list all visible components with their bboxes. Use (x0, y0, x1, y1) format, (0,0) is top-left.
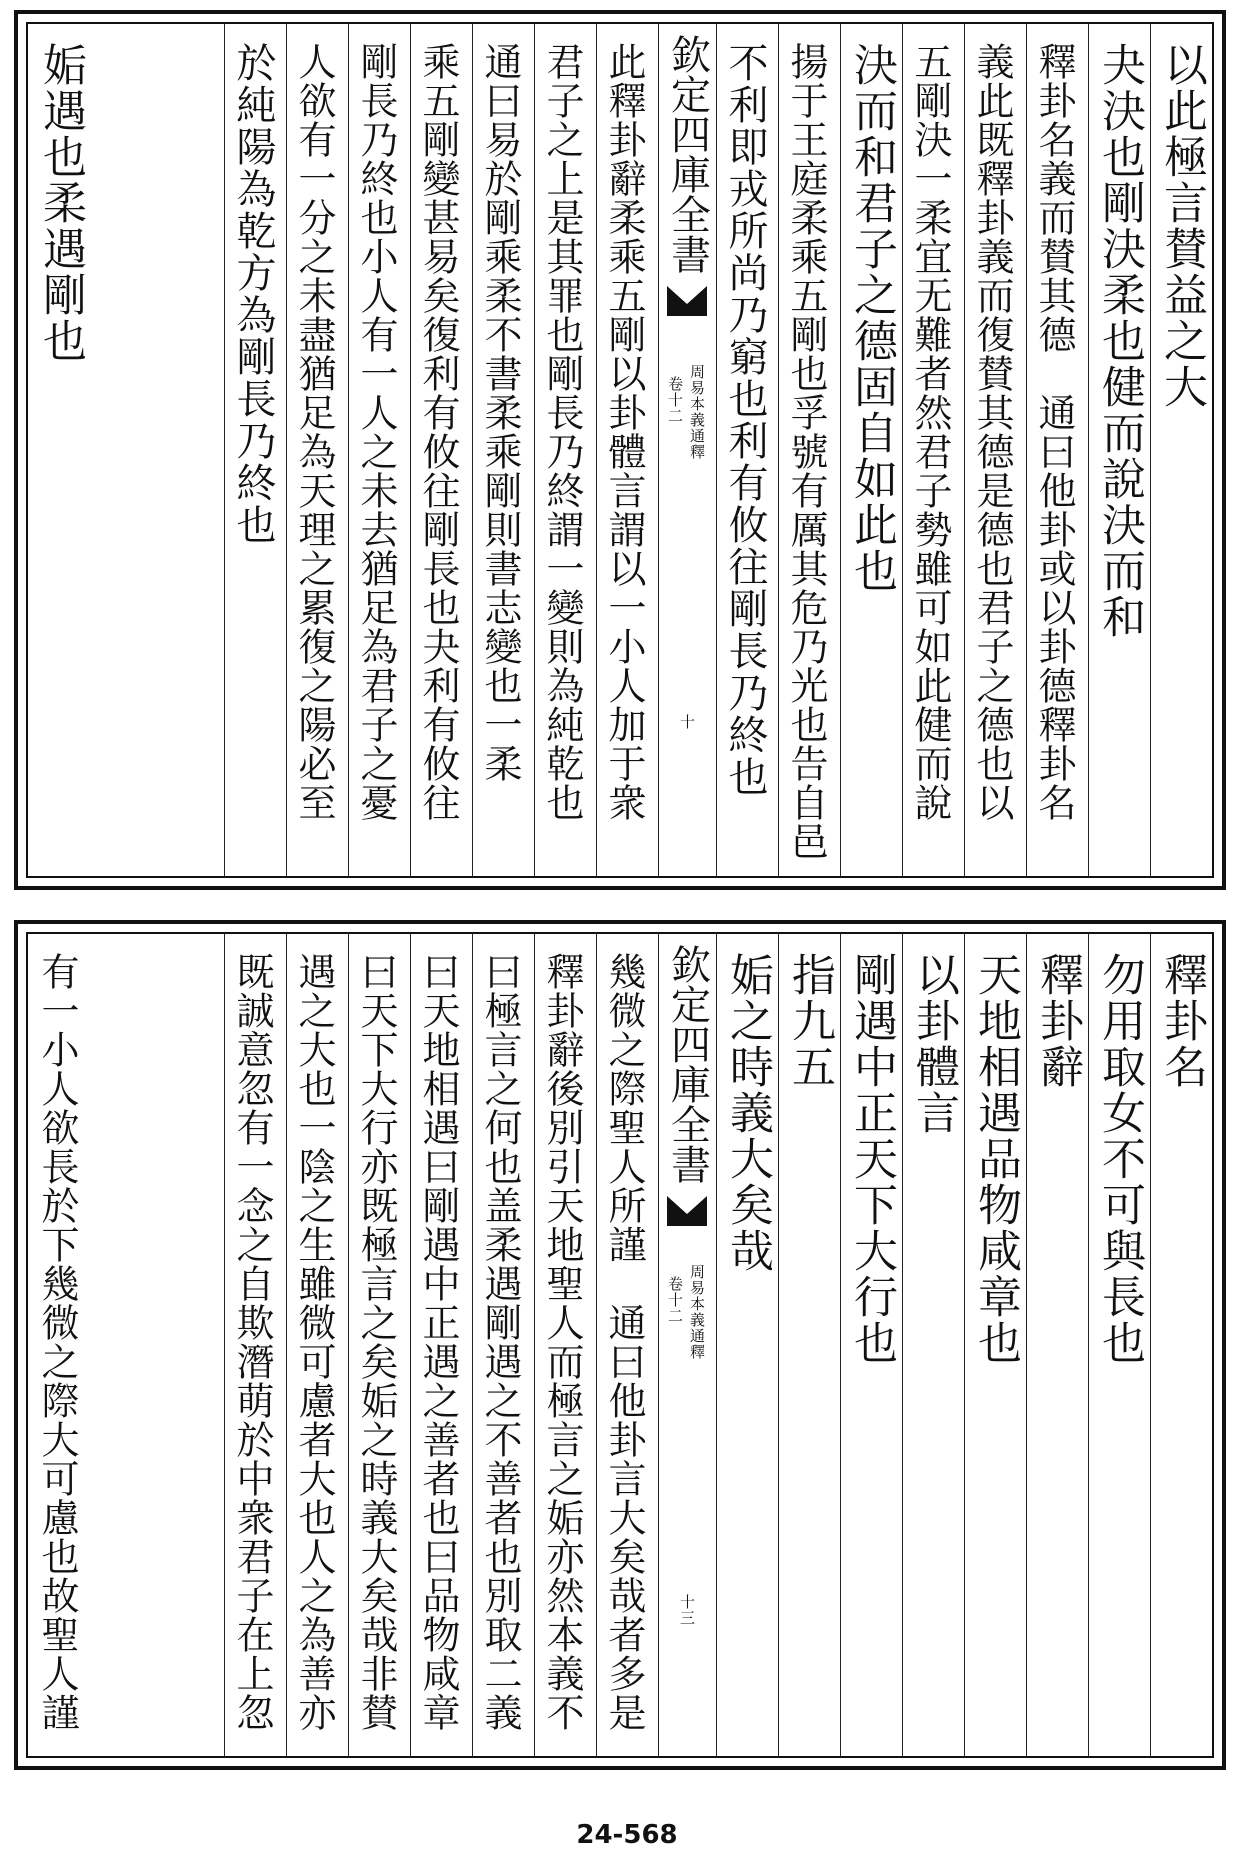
column-text: 勿用取女不可與長也 (1094, 952, 1145, 1366)
top-page-panel (14, 10, 1226, 890)
text-column (1088, 934, 1150, 1756)
text-column (778, 934, 840, 1756)
text-column (964, 934, 1026, 1756)
column-text: 乘五剛變甚易矣復利有攸往剛長也夬利有攸往 (416, 42, 460, 822)
gutter-title: 欽定四庫全書 (664, 944, 711, 1184)
column-text: 曰天下大行亦既極言之矣姤之時義大矣哉非賛 (354, 952, 398, 1732)
text-column (534, 24, 596, 876)
column-text: 釋卦辭後別引天地聖人而極言之姤亦然本義不 (540, 952, 584, 1732)
gutter-book-title: 周易本義通釋 (688, 1264, 706, 1360)
text-column (1150, 24, 1212, 876)
column-text: 遇之大也一陰之生雖微可慮者大也人之為善亦 (292, 952, 336, 1732)
column-text: 剛遇中正天下大行也 (846, 952, 897, 1366)
column-text: 揚于王庭柔乘五剛也孚號有厲其危乃光也告自邑 (784, 42, 828, 861)
gutter-volume: 卷十二 (666, 376, 684, 424)
column-text: 不利即戎所尚乃窮也利有攸往剛長乃終也 (722, 42, 768, 798)
column-text: 通曰易於剛乘柔不書柔乘剛則書志變也一柔 (478, 42, 522, 783)
page-number: 24-568 (576, 1820, 678, 1850)
center-gutter (658, 934, 716, 1756)
column-text: 釋卦名 (1156, 952, 1207, 1090)
text-column (410, 24, 472, 876)
gutter-volume: 卷十二 (666, 1276, 684, 1324)
bottom-page-columns (26, 932, 1214, 1758)
gutter-leaf-number: 十 (678, 714, 696, 730)
column-text: 釋卦辭 (1032, 952, 1083, 1090)
column-text: 此釋卦辭柔乘五剛以卦體言謂以一小人加于衆 (602, 42, 646, 822)
text-column (28, 24, 224, 876)
column-text: 指九五 (784, 952, 835, 1090)
gutter-book-title: 周易本義通釋 (688, 364, 706, 460)
column-text: 天地相遇品物咸章也 (970, 952, 1021, 1366)
fish-tail-mark-icon (667, 286, 707, 316)
gutter-leaf-number: 十三 (678, 1594, 696, 1626)
text-column (224, 934, 286, 1756)
column-text: 曰天地相遇曰剛遇中正遇之善者也曰品物咸章 (416, 952, 460, 1732)
column-text: 姤遇也柔遇剛也 (35, 42, 86, 364)
column-text: 既誠意忽有一念之自欺潛萌於中衆君子在上忽 (230, 952, 274, 1732)
text-column (286, 24, 348, 876)
column-text: 有一小人欲長於下幾微之際大可慮也故聖人謹 (35, 952, 79, 1732)
column-text: 以此極言賛益之大 (1156, 42, 1207, 410)
center-gutter (658, 24, 716, 876)
column-text: 曰極言之何也盖柔遇剛遇之不善者也別取二義 (478, 952, 522, 1732)
column-text: 君子之上是其罪也剛長乃終謂一變則為純乾也 (540, 42, 584, 822)
text-column (224, 24, 286, 876)
text-column (472, 934, 534, 1756)
text-column (1088, 24, 1150, 876)
text-column (902, 934, 964, 1756)
fish-tail-mark-icon (667, 1196, 707, 1226)
column-text: 義此既釋卦義而復賛其德是德也君子之德也以 (970, 42, 1014, 822)
column-text: 五剛決一柔宜无難者然君子勢雖可如此健而說 (908, 42, 952, 822)
column-text: 釋卦名義而賛其德 通曰他卦或以卦德釋卦名 (1032, 42, 1076, 822)
text-column (716, 934, 778, 1756)
column-text: 夬決也剛決柔也健而說決而和 (1094, 42, 1145, 640)
column-text: 剛長乃終也小人有一人之未去猶足為君子之憂 (354, 42, 398, 822)
column-text: 人欲有一分之未盡猶足為天理之累復之陽必至 (292, 42, 336, 822)
text-column (596, 24, 658, 876)
bottom-page-panel (14, 920, 1226, 1770)
text-column (534, 934, 596, 1756)
column-text: 決而和君子之德固自如此也 (846, 42, 897, 594)
text-column (1026, 934, 1088, 1756)
text-column (348, 934, 410, 1756)
text-column (778, 24, 840, 876)
column-text: 姤之時義大矣哉 (722, 952, 773, 1274)
text-column (964, 24, 1026, 876)
column-text: 於純陽為乾方為剛長乃終也 (230, 42, 276, 546)
text-column (596, 934, 658, 1756)
text-column (472, 24, 534, 876)
text-column (28, 934, 224, 1756)
text-column (840, 934, 902, 1756)
text-column (348, 24, 410, 876)
text-column (902, 24, 964, 876)
text-column (286, 934, 348, 1756)
column-text: 以卦體言 (908, 952, 959, 1136)
text-column (410, 934, 472, 1756)
text-column (1026, 24, 1088, 876)
text-column (716, 24, 778, 876)
text-column (840, 24, 902, 876)
top-page-columns (26, 22, 1214, 878)
gutter-title: 欽定四庫全書 (664, 34, 711, 274)
column-text: 幾微之際聖人所謹 通曰他卦言大矣哉者多是 (602, 952, 646, 1732)
text-column (1150, 934, 1212, 1756)
